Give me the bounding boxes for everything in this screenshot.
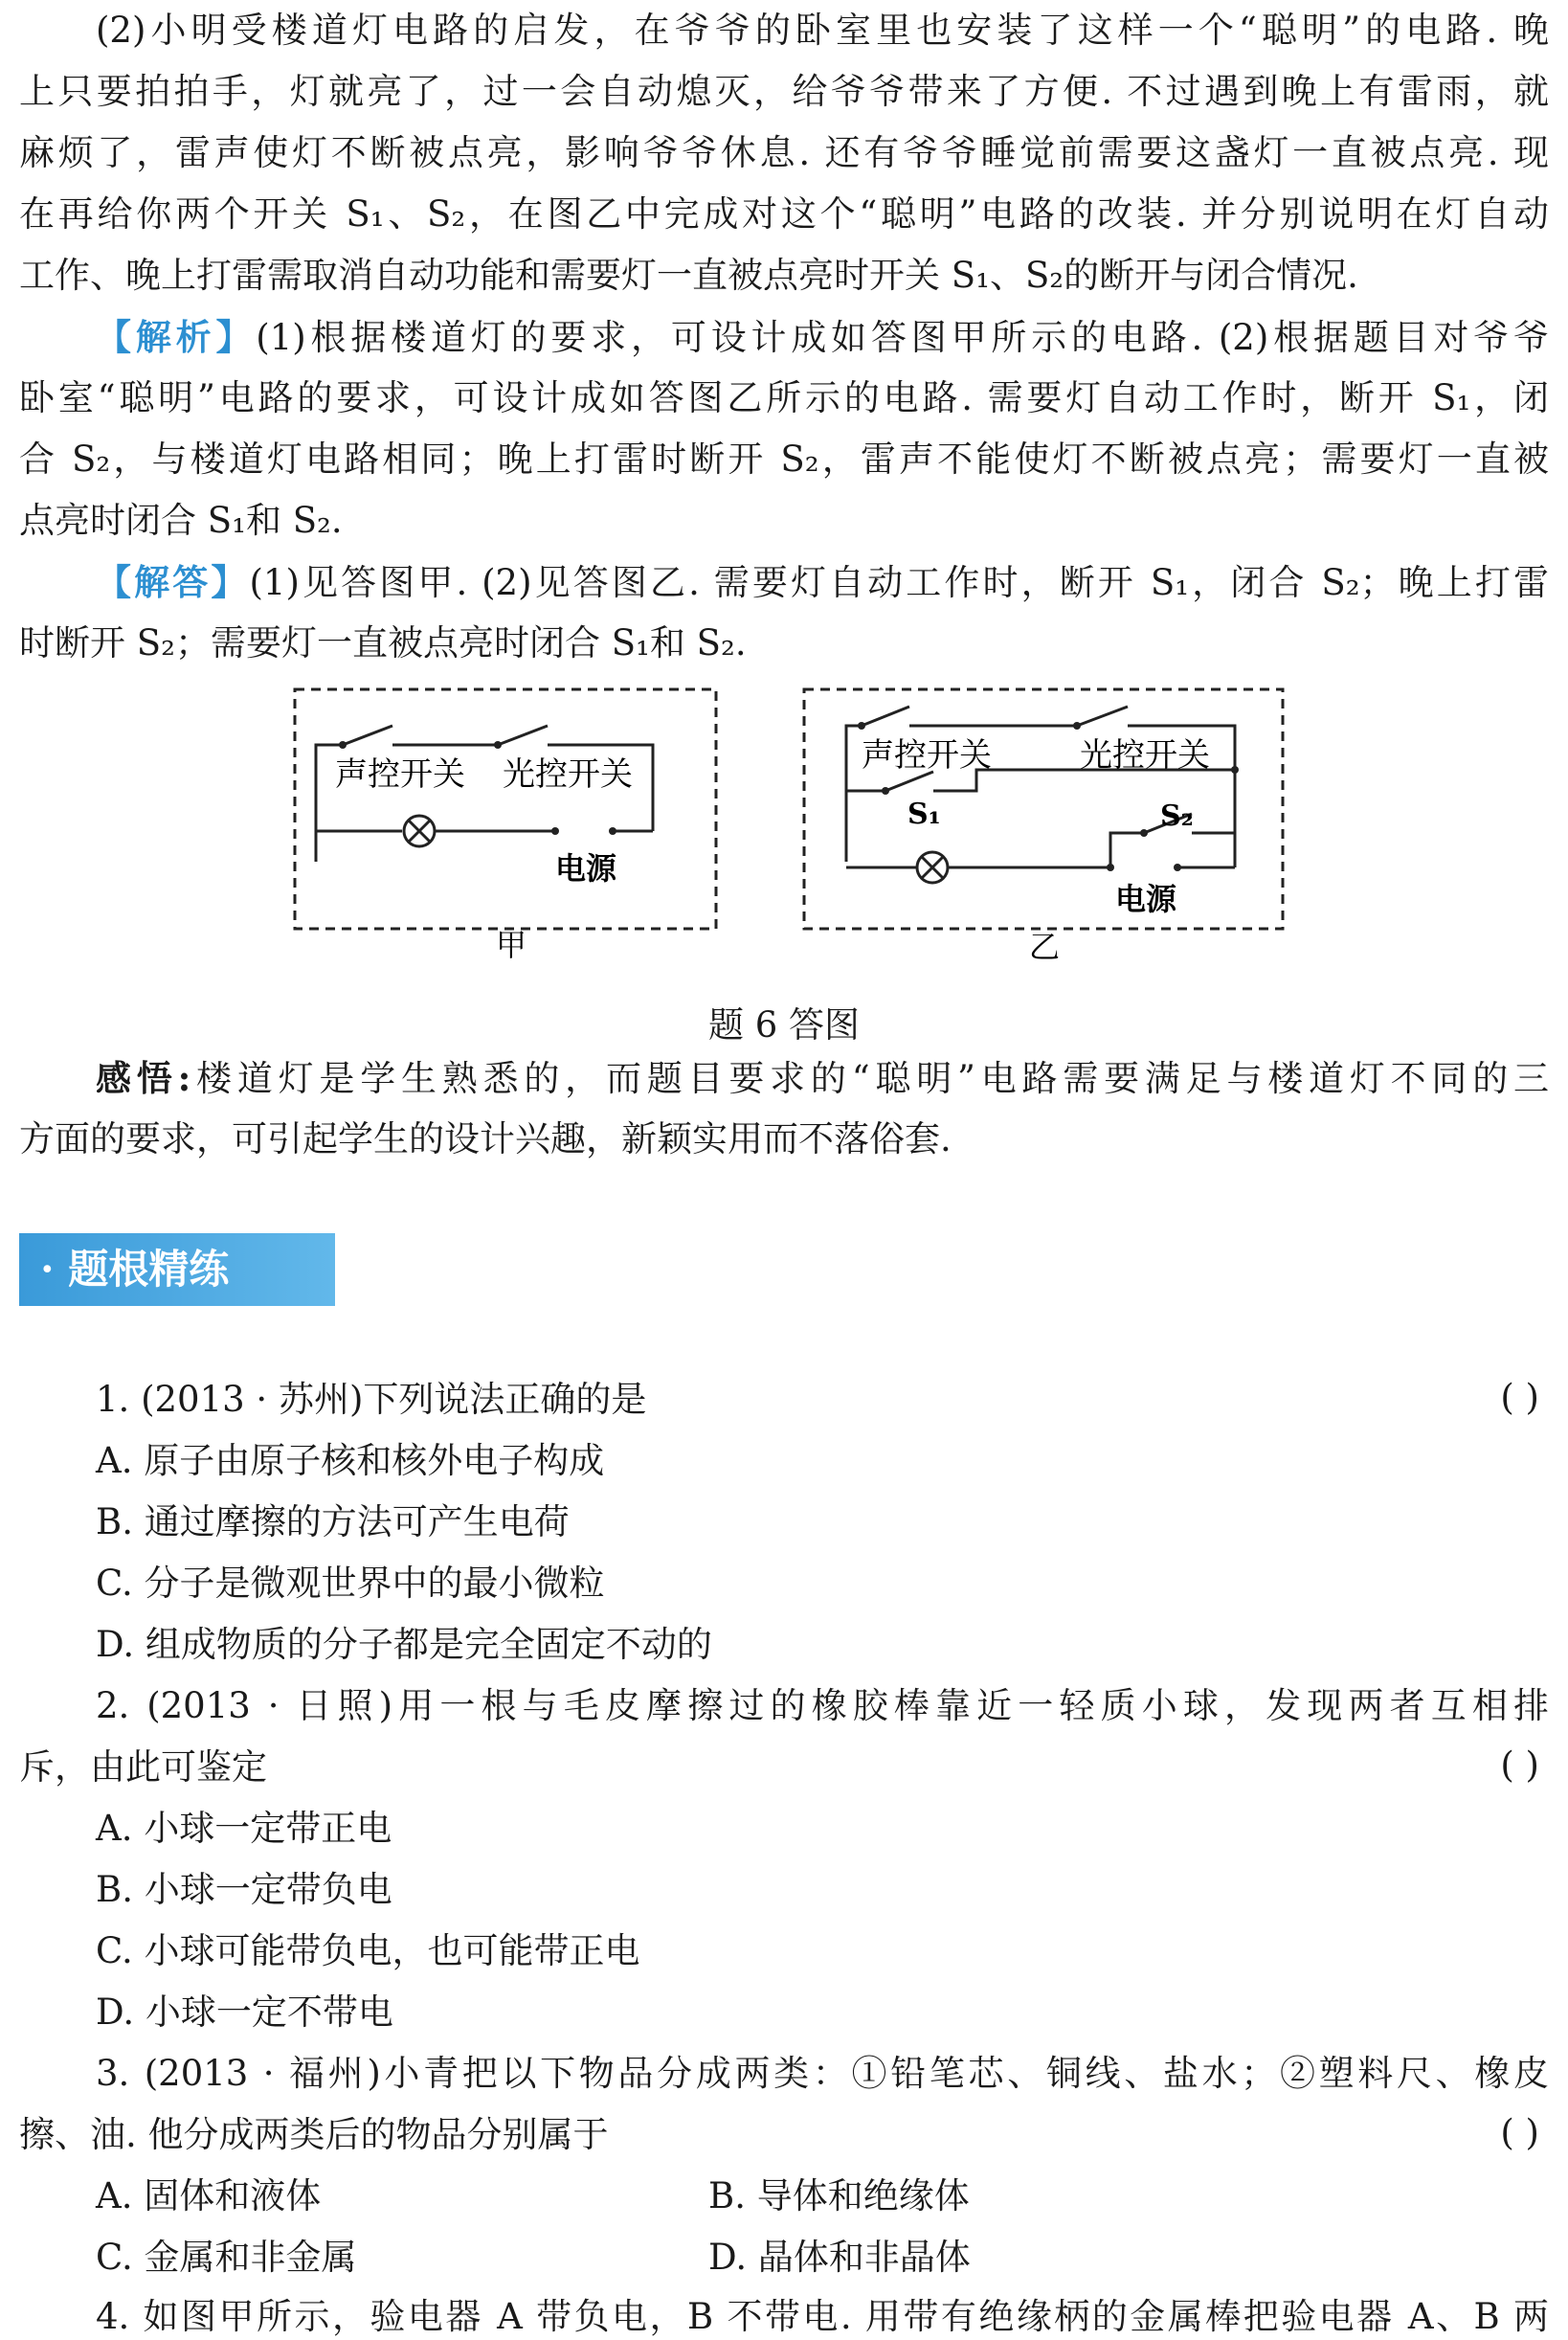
option: B. 通过摩擦的方法可产生电荷 (96, 1501, 570, 1542)
answer-line: 时断开 S₂；需要灯一直被点亮时闭合 S₁和 S₂. (19, 622, 747, 664)
option: C. 分子是微观世界中的最小微粒 (96, 1563, 605, 1604)
problem-line: (2)小明受楼道灯电路的启发，在爷爷的卧室里也安装了这样一个“聪明”的电路. 晚 (96, 10, 1549, 51)
analysis-line: 点亮时闭合 S₁和 S₂. (19, 500, 343, 541)
reflection-text: 楼道灯是学生熟悉的，而题目要求的“聪明”电路需要满足与楼道灯不同的三 (190, 1058, 1549, 1099)
circuit-figure (0, 670, 1568, 986)
jia-light-switch-label: 光控开关 (503, 755, 633, 794)
question-stem: 2. (2013 · 日照)用一根与毛皮摩擦过的橡胶棒靠近一轻质小球，发现两者互相排 (96, 1685, 1549, 1726)
option: D. 晶体和非晶体 (708, 2237, 971, 2278)
problem-line: 工作、晚上打雷需取消自动功能和需要灯一直被点亮时开关 S₁、S₂的断开与闭合情况. (19, 255, 1358, 296)
reflection-line (96, 1055, 1549, 1102)
option: C. 小球可能带负电，也可能带正电 (96, 1930, 640, 1971)
analysis-line: 合 S₂，与楼道灯电路相同；晚上打雷时断开 S₂，雷声不能使灯不断被点亮；需要灯一直被 (19, 439, 1549, 480)
yi-circuit (846, 707, 1235, 883)
answer-line (96, 559, 1549, 606)
answer-bracket: ( ) (1500, 2112, 1539, 2153)
option: D. 组成物质的分子都是完全固定不动的 (96, 1624, 712, 1665)
section-title: · 题根精练 (19, 1233, 335, 1306)
yi-label: 乙 (1029, 929, 1061, 965)
analysis-tag: 【解析】 (96, 316, 257, 358)
figure-caption: 题 6 答图 (707, 1004, 861, 1046)
yi-power-label: 电源 (1115, 881, 1177, 917)
question-stem: 3. (2013 · 福州)小青把以下物品分成两类：①铅笔芯、铜线、盐水；②塑料尺、橡皮 (96, 2053, 1549, 2094)
yi-sound-switch-label: 声控开关 (862, 736, 992, 775)
option: B. 小球一定带负电 (96, 1869, 392, 1910)
reflection-line: 方面的要求，可引起学生的设计兴趣，新颖实用而不落俗套. (19, 1118, 952, 1159)
jia-sound-switch-label: 声控开关 (335, 755, 465, 794)
answer-tag: 【解答】 (96, 561, 250, 603)
question-stem: 擦、油. 他分成两类后的物品分别属于 (19, 2114, 609, 2155)
analysis-line: 卧室“聪明”电路的要求，可设计成如答图乙所示的电路. 需要灯自动工作时，断开 S₁，闭 (19, 377, 1549, 418)
yi-light-switch-label: 光控开关 (1080, 736, 1210, 775)
jia-power-label: 电源 (555, 850, 617, 887)
problem-line: 麻烦了，雷声使灯不断被点亮，影响爷爷休息. 还有爷爷睡觉前需要这盏灯一直被点亮. 现 (19, 132, 1549, 173)
option: B. 导体和绝缘体 (708, 2175, 970, 2216)
option: A. 原子由原子核和核外电子构成 (96, 1440, 605, 1481)
answer-bracket: ( ) (1500, 1744, 1539, 1786)
yi-s1-label: S₁ (907, 798, 941, 831)
answer-bracket: ( ) (1500, 1377, 1539, 1418)
jia-label: 甲 (496, 927, 527, 963)
answer-text: (1)见答图甲. (2)见答图乙. 需要灯自动工作时，断开 S₁，闭合 S₂；晚上打雷 (249, 562, 1550, 603)
option: D. 小球一定不带电 (96, 1991, 393, 2033)
analysis-text: (1)根据楼道灯的要求，可设计成如答图甲所示的电路. (2)根据题目对爷爷 (256, 317, 1550, 358)
problem-line: 在再给你两个开关 S₁、S₂，在图乙中完成对这个“聪明”电路的改装. 并分别说明在灯自动 (19, 193, 1549, 235)
option: C. 金属和非金属 (96, 2237, 357, 2278)
reflection-tag: 感悟: (96, 1057, 191, 1099)
question-stem: 4. 如图甲所示，验电器 A 带负电，B 不带电. 用带有绝缘柄的金属棒把验电器 A、B 两 (96, 2296, 1549, 2337)
option: A. 小球一定带正电 (96, 1808, 392, 1849)
question-stem: 斥，由此可鉴定 (19, 1746, 267, 1788)
yi-s2-label: S₂ (1160, 799, 1194, 833)
analysis-line (96, 314, 1549, 361)
option: A. 固体和液体 (96, 2175, 322, 2216)
question-stem: 1. (2013 · 苏州)下列说法正确的是 (96, 1379, 647, 1420)
jia-circuit (316, 726, 653, 862)
problem-line: 上只要拍拍手，灯就亮了，过一会自动熄灭，给爷爷带来了方便. 不过遇到晚上有雷雨，就 (19, 71, 1549, 112)
